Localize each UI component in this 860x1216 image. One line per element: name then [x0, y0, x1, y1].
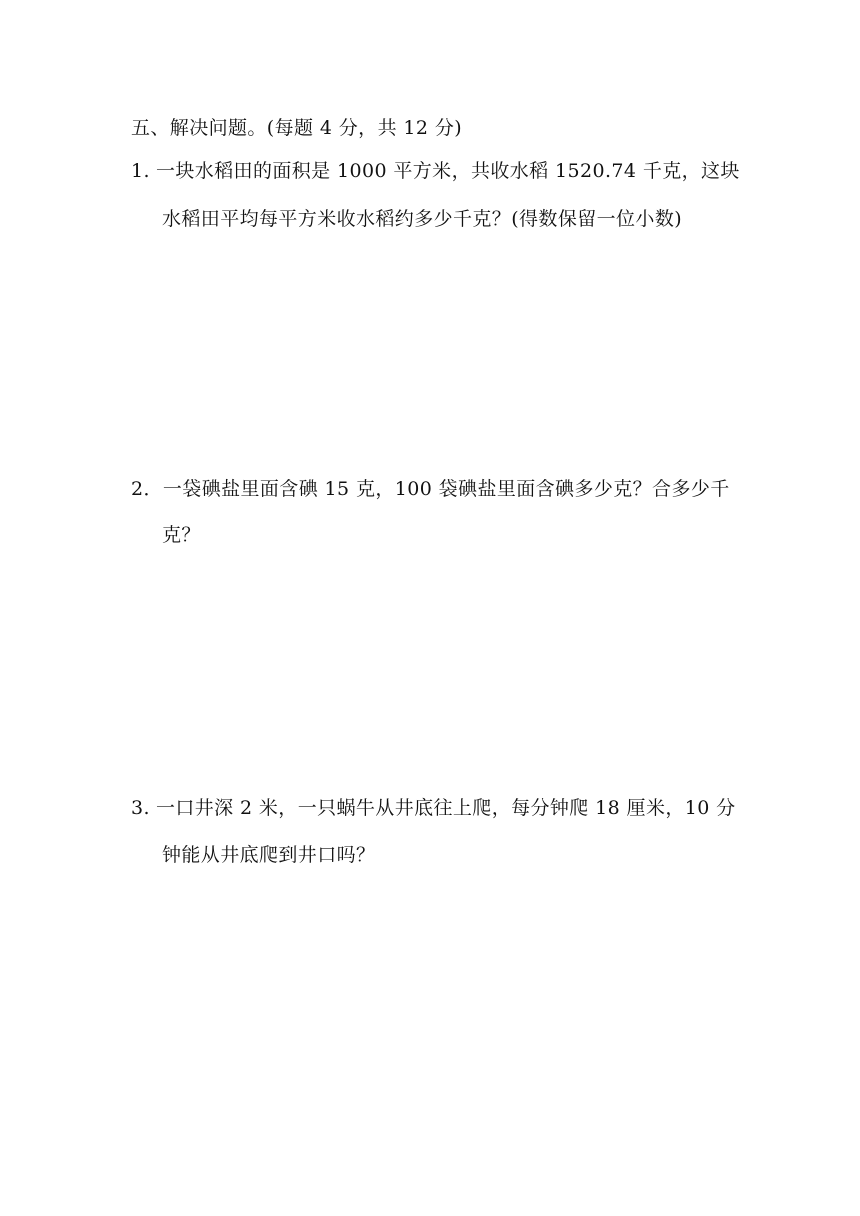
question-2-text-1: 一袋碘盐里面含碘 15 克，100 袋碘盐里面含碘多少克？合多少千	[162, 478, 730, 500]
question-1-text-1: 一块水稻田的面积是 1000 平方米，共收水稻 1520.74 千克，这块	[155, 160, 740, 182]
question-2-line-2: 克？	[162, 524, 201, 546]
question-2-line-1	[131, 476, 730, 502]
question-2-number: 2．	[131, 478, 163, 500]
question-3-number: 3.	[131, 797, 150, 819]
question-3-line-2: 钟能从井底爬到井口吗？	[162, 844, 376, 866]
section-title: 五、解决问题。(每题 4 分，共 12 分)	[131, 117, 463, 139]
question-3-line-1	[131, 795, 736, 821]
question-1-line-1	[131, 158, 740, 184]
question-1-line-2: 水稻田平均每平方米收水稻约多少千克？(得数保留一位小数)	[162, 208, 683, 230]
question-3-text-1: 一口井深 2 米，一只蜗牛从井底往上爬，每分钟爬 18 厘米，10 分	[155, 797, 736, 819]
question-1-number: 1.	[131, 160, 150, 182]
